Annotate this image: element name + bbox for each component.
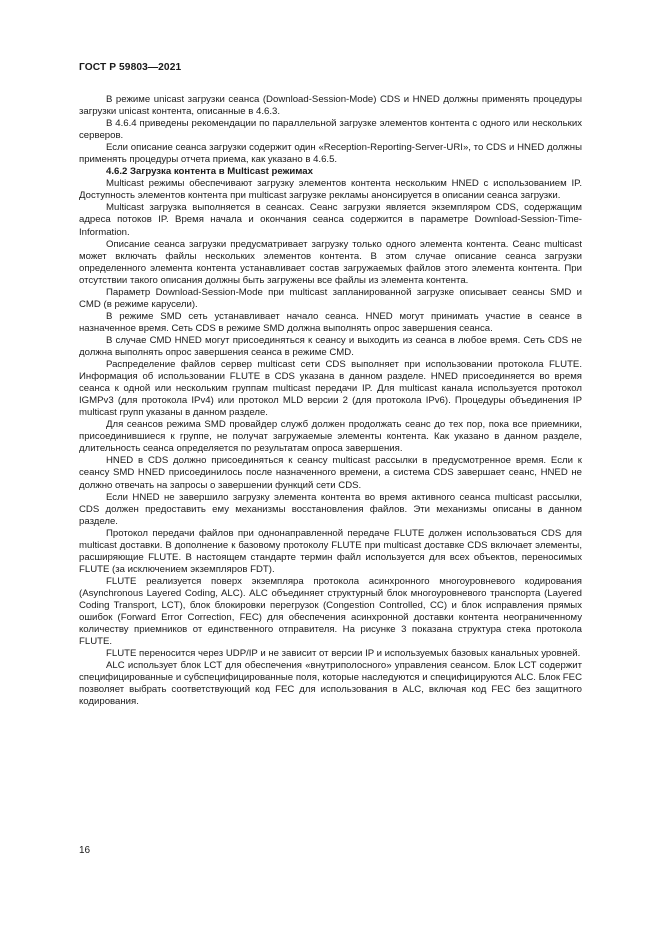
paragraph: Описание сеанса загрузки предусматривает загрузку только одного элемента контента. Сеанс multicast может включать файлы нескольких элементов контента. В этом случае описание сеанса загрузки определенного элемента контента устанавливает состав загружаемых файлов этого элемента контента. При отсутствии такого описания должны быть загружены все файлы из элемента контента. bbox=[79, 238, 582, 286]
page-number: 16 bbox=[79, 845, 91, 856]
paragraph: В режиме SMD сеть устанавливает начало сеанса. HNED могут принимать участие в сеансе в назначенное время. Сеть CDS в режиме SMD должна выполнять опрос завершения сеанса. bbox=[79, 310, 582, 334]
paragraph: FLUTE реализуется поверх экземпляра протокола асинхронного многоуровневого кодирования (Asynchronous Layered Coding, ALC). ALC объединяет структурный блок многоуровневого транспорта (Layered Coding Transport, LCT), блок блокировки перегрузок (Congestion Controlled, CC) и блок исправления прямых ошибок (Forward Error Correction, FEC) для обеспечения асинхронной доставки контента неограниченному количеству приемников от единственного отправителя. На рисунке 3 показана структура стека протокола FLUTE. bbox=[79, 575, 582, 648]
paragraph: HNED в CDS должно присоединяться к сеансу multicast рассылки в предусмотренное время. Если к сеансу SMD HNED присоединилось после назначенного времени, а система CDS завершает сеанс, HNED не должно отвечать на запросы о завершении функций сети CDS. bbox=[79, 455, 582, 491]
document-body bbox=[79, 94, 582, 708]
document-header: ГОСТ Р 59803—2021 bbox=[79, 62, 182, 73]
paragraph: Протокол передачи файлов при однонаправленной передаче FLUTE должен использоваться CDS для multicast доставки. В дополнение к базовому протоколу FLUTE при multicast доставке CDS включает элементы, расширяющие FLUTE. В настоящем стандарте термин файл используется для всех объектов, переносимых FLUTE (за исключением экземпляров FDT). bbox=[79, 527, 582, 575]
paragraph: В случае CMD HNED могут присоединяться к сеансу и выходить из сеанса в любое время. Сеть CDS не должна выполнять опрос завершения сеанса в режиме CMD. bbox=[79, 334, 582, 358]
paragraph: ALC использует блок LCT для обеспечения «внутриполосного» управления сеансом. Блок LCT содержит специфицированные и субспецифицированные поля, которые наследуются и специфицируются ALC. Блок FEC позволяет выбрать соответствующий код FEC для использования в ALC, включая код FEC без защитного кодирования. bbox=[79, 660, 582, 708]
paragraph: Multicast загрузка выполняется в сеансах. Сеанс загрузки является экземпляром CDS, содержащим адреса потоков IP. Время начала и окончания сеанса содержится в параметре Download-Session-Time-Information. bbox=[79, 202, 582, 238]
paragraph: Параметр Download-Session-Mode при multicast запланированной загрузке описывает сеансы SMD и CMD (в режиме карусели). bbox=[79, 286, 582, 310]
paragraph: Для сеансов режима SMD провайдер служб должен продолжать сеанс до тех пор, пока все приемники, присоединившиеся к группе, не получат загружаемые элементы контента. Как указано в данном разделе, длительность сеанса определяется по результатам опроса завершения. bbox=[79, 419, 582, 455]
paragraph: Если описание сеанса загрузки содержит один «Reception-Reporting-Server-URI», то CDS и HNED должны применять процедуры отчета приема, как указано в 4.6.5. bbox=[79, 142, 582, 166]
paragraph: FLUTE переносится через UDP/IP и не зависит от версии IP и используемых базовых канальных уровней. bbox=[106, 648, 581, 660]
paragraph: Если HNED не завершило загрузку элемента контента во время активного сеанса multicast рассылки, CDS должен предоставить ему механизмы восстановления файлов. Эти механизмы описаны в данном разделе. bbox=[79, 491, 582, 527]
paragraph: Распределение файлов сервер multicast сети CDS выполняет при использовании протокола FLUTE. Информация об использовании FLUTE в CDS указана в данном разделе. HNED присоединяется во время сеанса к одной или нескольким группам multicast передачи IP. Для multicast канала используется протокол IGMPv3 (для протокола IPv4) или протокол MLD версии 2 (для протокола IPv6). Процедуры объединения IP multicast групп указаны в данном разделе. bbox=[79, 359, 582, 419]
paragraph: Multicast режимы обеспечивают загрузку элементов контента нескольким HNED с использованием IP. Доступность элементов контента при multicast загрузке рекламы анонсируется в описании сеанса загрузки. bbox=[79, 178, 582, 202]
section-heading: 4.6.2 Загрузка контента в Multicast режимах bbox=[106, 166, 313, 178]
paragraph: В режиме unicast загрузки сеанса (Download-Session-Mode) CDS и HNED должны применять процедуры загрузки unicast контента, описанные в 4.6.3. bbox=[79, 94, 582, 118]
paragraph: В 4.6.4 приведены рекомендации по параллельной загрузке элементов контента с одного или нескольких серверов. bbox=[79, 118, 582, 142]
